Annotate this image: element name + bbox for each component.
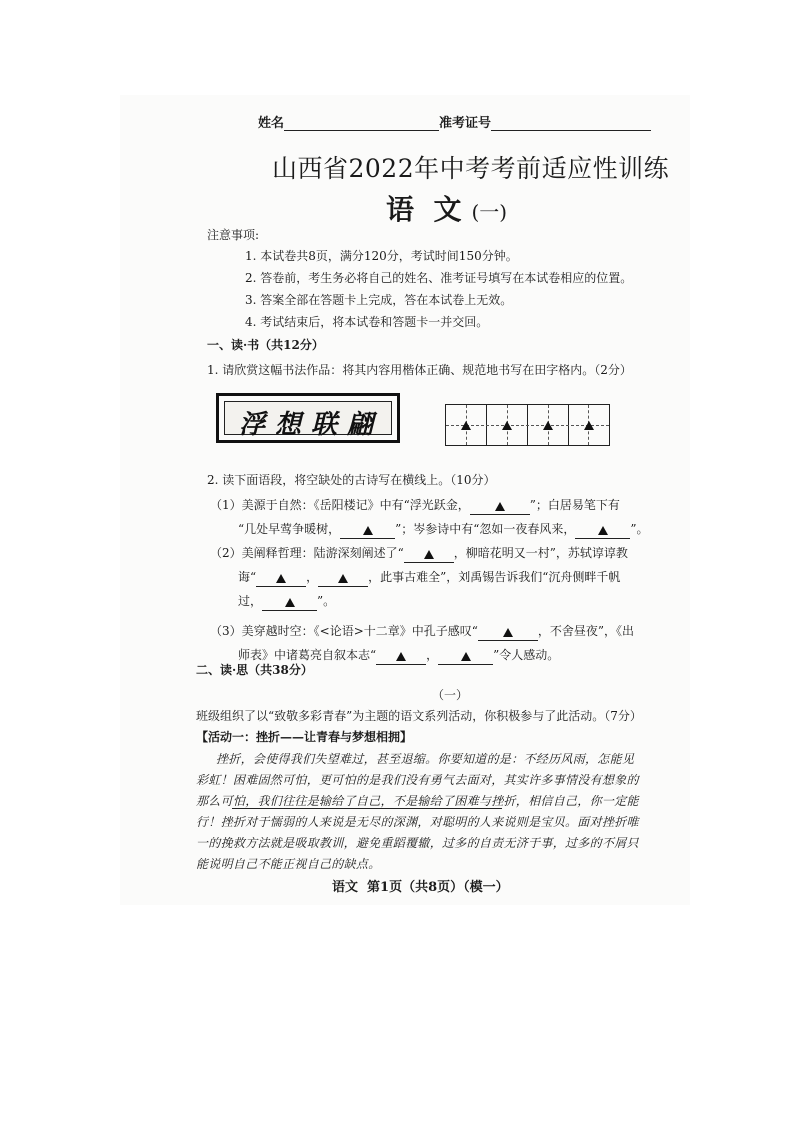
answer-blank[interactable] [256,572,306,587]
q2-text: ，此事古难全”，刘禹锡告诉我们“沉舟侧畔千帆 [368,570,621,584]
passage-line: 行！挫折对于懦弱的人来说是无尽的深渊，对聪明的人来说则是宝贝。面对挫折唯 [196,815,639,829]
answer-blank[interactable] [438,650,493,665]
q2-text: ”令人感动。 [493,648,560,662]
q2-line3 [210,544,628,563]
q2-text: 诲“ [238,570,257,584]
passage-line: 一的挽救方法就是吸取教训，避免重蹈覆辙，过多的自责无济于事，过多的不屑只 [196,836,639,850]
triangle-icon [285,598,295,607]
q2-text: ”。 [630,522,649,536]
triangle-icon [502,421,512,430]
answer-blank[interactable] [340,524,395,539]
triangle-icon [396,652,406,661]
q2-text: （1）美源于自然：《岳阳楼记》中有“浮光跃金， [210,498,470,512]
triangle-icon [503,628,513,637]
q2-line6 [210,622,634,641]
triangle-icon [276,574,286,583]
question-2: 2. 读下面语段，将空缺处的古诗写在横线上。（10分） [207,473,496,487]
answer-blank[interactable] [262,596,317,611]
note-item: 3. 答案全部在答题卡上完成，答在本试卷上无效。 [245,293,513,307]
triangle-icon [495,502,505,511]
triangle-icon [598,526,608,535]
triangle-icon [461,652,471,661]
section2-intro: 班级组织了以“致敬多彩青春”为主题的语文系列活动，你积极参与了此活动。（7分） [196,709,642,723]
answer-blank[interactable] [470,500,530,515]
passage-line: 彩虹！困难固然可怕，更可怕的是我们没有勇气去面对，其实许多事情没有想象的 [196,773,639,787]
q2-text: 过， [238,594,263,608]
q2-text: （2）美阐释哲理：陆游深刻阐述了“ [210,546,404,560]
q2-text: ，不舍昼夜”，《出 [537,624,635,638]
note-item: 2. 答卷前，考生务必将自己的姓名、准考证号填写在本试卷相应的位置。 [245,271,633,285]
question-1: 1. 请欣赏这幅书法作品：将其内容用楷体正确、规范地书写在田字格内。（2分） [207,363,632,377]
q2-text: ， [426,648,439,662]
passage-line: 挫折，会使得我们失望难过，甚至退缩。你要知道的是：不经历风雨，怎能见 [216,752,635,766]
q2-text: “几处早莺争暖树， [238,522,341,536]
subject-name: 语 文 [386,193,462,226]
tianzige-grid[interactable] [445,404,610,446]
q2-text: （3）美穿越时空：《<论语>十二章》中孔子感叹“ [210,624,478,638]
subject-suffix: (一) [471,200,508,224]
calligraphy-text: 浮想联翩 [239,410,384,440]
name-label: 姓名 [258,116,285,131]
answer-blank[interactable] [478,626,538,641]
q2-text: 师表》中诸葛亮自叙本志“ [238,648,377,662]
q2-text: ”；白居易笔下有 [529,498,620,512]
q2-line1 [210,496,620,515]
notes-heading: 注意事项: [207,228,260,242]
header-line [258,112,651,131]
q2-text: ，柳暗花明又一村”，苏轼谆谆教 [453,546,628,560]
activity-title: 【活动一：挫折——让青春与梦想相拥】 [196,730,413,744]
id-label: 准考证号 [439,116,492,131]
page-title: 山西省2022年中考考前适应性训练 [272,154,670,183]
section1-heading: 一、读·书（共12分） [207,338,324,352]
q2-text: ”；岑参诗中有“忽如一夜春风来， [395,522,576,536]
q2-line4 [238,568,620,587]
q2-text: ， [306,570,319,584]
note-item: 4. 考试结束后，将本试卷和答题卡一并交回。 [245,315,489,329]
passage-underline [232,808,502,809]
triangle-icon [584,421,594,430]
answer-blank[interactable] [376,650,426,665]
q2-line5 [238,592,335,611]
note-item: 1. 本试卷共8页，满分120分，考试时间150分钟。 [245,249,518,263]
triangle-icon [461,421,471,430]
answer-blank[interactable] [575,524,630,539]
q2-line2 [238,520,649,539]
passage-line: 能说明自己不能正视自己的缺点。 [196,857,381,871]
triangle-icon [363,526,373,535]
page-footer: 语文 第1页（共8页）（模一） [332,880,509,895]
name-field [284,130,439,131]
passage-line: 那么可怕，我们往往是输给了自己，不是输给了困难与挫折，相信自己，你一定能 [196,794,639,808]
triangle-icon [543,421,553,430]
id-field [491,130,651,131]
section2-heading: 二、读·思（共38分） [196,663,313,677]
answer-blank[interactable] [404,548,454,563]
calligraphy-artwork [216,393,400,443]
triangle-icon [424,550,434,559]
triangle-icon [338,574,348,583]
answer-blank[interactable] [318,572,368,587]
q2-text: ”。 [317,594,336,608]
subsection-label: （一） [432,688,469,702]
subject-title [386,188,507,228]
